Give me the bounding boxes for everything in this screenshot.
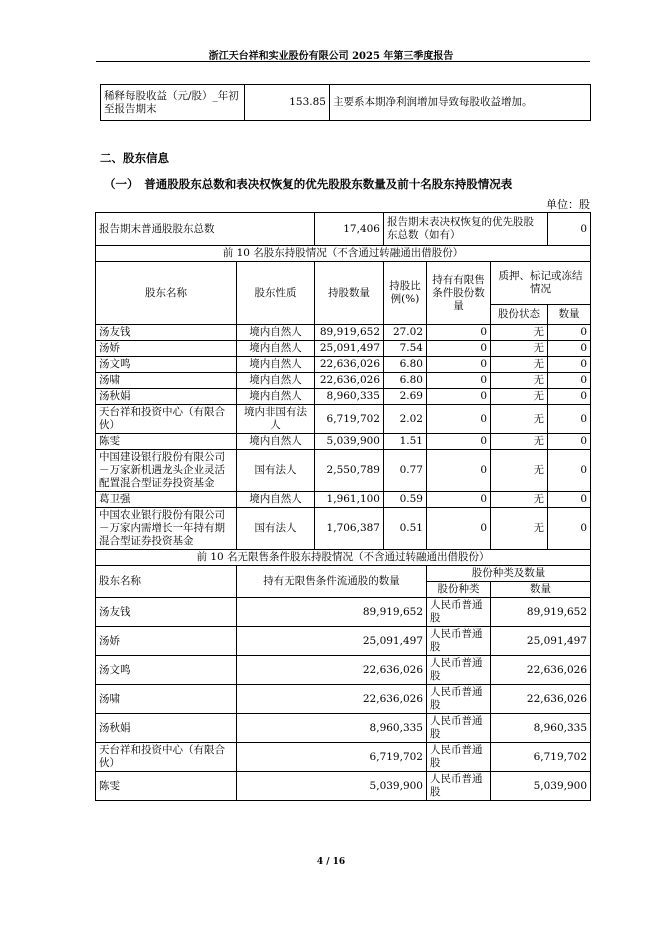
u-share-count: 8,960,335 — [491, 714, 591, 743]
col-restricted-header: 持有有限售条件股份数量 — [427, 262, 491, 325]
u-share-type: 人民币普通股 — [427, 743, 491, 772]
u-holder-shares: 5,039,900 — [237, 772, 427, 801]
top10-row — [96, 373, 591, 389]
top10-row — [96, 434, 591, 450]
u-holder-name: 汤娇 — [96, 627, 237, 656]
col-name-header: 股东名称 — [96, 262, 237, 325]
holder-restricted: 0 — [427, 325, 491, 341]
u-col-type-group-header: 股份种类及数量 — [427, 566, 591, 582]
shareholder-table — [95, 212, 591, 801]
holder-nature: 境内自然人 — [237, 434, 315, 450]
holder-restricted: 0 — [427, 373, 491, 389]
col-pledge-status-header: 股份状态 — [491, 305, 548, 325]
unrestricted-header-row-1 — [96, 566, 591, 582]
unit-label: 单位：股 — [546, 198, 590, 211]
total-holders-value: 17,406 — [315, 213, 384, 246]
holder-name: 中国建设银行股份有限公司－万家新机遇龙头企业灵活配置混合型证券投资基金 — [96, 450, 237, 492]
u-col-type-header: 股份种类 — [427, 582, 491, 598]
holder-nature: 国有法人 — [237, 450, 315, 492]
holder-shares: 8,960,335 — [315, 389, 384, 405]
col-pledge-header: 质押、标记或冻结情况 — [491, 262, 591, 305]
holder-shares: 6,719,702 — [315, 405, 384, 434]
u-holder-shares: 6,719,702 — [237, 743, 427, 772]
u-holder-name: 汤啸 — [96, 685, 237, 714]
holder-nature: 国有法人 — [237, 508, 315, 550]
holder-restricted: 0 — [427, 508, 491, 550]
holder-pledge-status: 无 — [491, 434, 548, 450]
u-share-type: 人民币普通股 — [427, 598, 491, 627]
holder-ratio: 0.51 — [384, 508, 427, 550]
u-holder-shares: 89,919,652 — [237, 598, 427, 627]
u-holder-shares: 22,636,026 — [237, 685, 427, 714]
total-holders-label: 报告期末普通股股东总数 — [96, 213, 315, 246]
holder-pledge-status: 无 — [491, 492, 548, 508]
u-share-type: 人民币普通股 — [427, 627, 491, 656]
holder-nature: 境内非国有法人 — [237, 405, 315, 434]
u-share-count: 6,719,702 — [491, 743, 591, 772]
u-holder-name: 陈雯 — [96, 772, 237, 801]
holder-restricted: 0 — [427, 341, 491, 357]
holder-shares: 5,039,900 — [315, 434, 384, 450]
holder-pledge-count: 0 — [548, 450, 591, 492]
u-share-count: 89,919,652 — [491, 598, 591, 627]
summary-row — [96, 213, 591, 246]
eps-table — [100, 84, 591, 121]
col-nature-header: 股东性质 — [237, 262, 315, 325]
col-shares-header: 持股数量 — [315, 262, 384, 325]
holder-restricted: 0 — [427, 450, 491, 492]
holder-shares: 1,706,387 — [315, 508, 384, 550]
pref-holders-label: 报告期末表决权恢复的优先股股东总数（如有） — [384, 213, 548, 246]
holder-pledge-count: 0 — [548, 389, 591, 405]
u-holder-name: 汤文鸣 — [96, 656, 237, 685]
unrestricted-caption-row — [96, 550, 591, 566]
col-ratio-header: 持股比例(%) — [384, 262, 427, 325]
col-pledge-count-header: 数量 — [548, 305, 591, 325]
u-share-count: 22,636,026 — [491, 685, 591, 714]
section-subtitle: （一） 普通股股东总数和表决权恢复的优先股股东数量及前十名股东持股情况表 — [104, 177, 513, 191]
holder-pledge-status: 无 — [491, 450, 548, 492]
holder-name: 汤秋娟 — [96, 389, 237, 405]
holder-pledge-status: 无 — [491, 357, 548, 373]
holder-name: 中国农业银行股份有限公司－万家内需增长一年持有期混合型证券投资基金 — [96, 508, 237, 550]
unrestricted-body — [96, 598, 591, 801]
holder-pledge-count: 0 — [548, 357, 591, 373]
u-holder-shares: 25,091,497 — [237, 627, 427, 656]
holder-nature: 境内自然人 — [237, 357, 315, 373]
holder-name: 葛卫强 — [96, 492, 237, 508]
holder-nature: 境内自然人 — [237, 325, 315, 341]
top10-row — [96, 492, 591, 508]
section-title: 二、股东信息 — [100, 151, 169, 165]
holder-pledge-status: 无 — [491, 373, 548, 389]
holder-ratio: 0.59 — [384, 492, 427, 508]
holder-ratio: 6.80 — [384, 373, 427, 389]
unrestricted-row — [96, 598, 591, 627]
top10-row — [96, 389, 591, 405]
holder-name: 汤啸 — [96, 373, 237, 389]
holder-shares: 1,961,100 — [315, 492, 384, 508]
u-holder-name: 天台祥和投资中心（有限合伙） — [96, 743, 237, 772]
holder-pledge-status: 无 — [491, 325, 548, 341]
page-number: 4 / 16 — [316, 857, 346, 867]
top10-row — [96, 325, 591, 341]
holder-pledge-count: 0 — [548, 492, 591, 508]
top10-row — [96, 450, 591, 492]
top10-row — [96, 341, 591, 357]
u-share-count: 5,039,900 — [491, 772, 591, 801]
holder-name: 汤娇 — [96, 341, 237, 357]
holder-name: 陈雯 — [96, 434, 237, 450]
unrestricted-row — [96, 685, 591, 714]
u-col-count-header: 数量 — [491, 582, 591, 598]
report-header: 浙江天台祥和实业股份有限公司 2025 年第三季度报告 — [208, 51, 454, 62]
holder-ratio: 2.02 — [384, 405, 427, 434]
holder-nature: 境内自然人 — [237, 492, 315, 508]
holder-pledge-status: 无 — [491, 389, 548, 405]
unrestricted-row — [96, 656, 591, 685]
holder-nature: 境内自然人 — [237, 389, 315, 405]
holder-name: 汤友钱 — [96, 325, 237, 341]
holder-pledge-count: 0 — [548, 405, 591, 434]
holder-shares: 89,919,652 — [315, 325, 384, 341]
u-share-type: 人民币普通股 — [427, 656, 491, 685]
u-share-count: 22,636,026 — [491, 656, 591, 685]
u-holder-name: 汤秋娟 — [96, 714, 237, 743]
holder-pledge-status: 无 — [491, 341, 548, 357]
eps-row — [101, 85, 591, 121]
holder-restricted: 0 — [427, 357, 491, 373]
u-holder-shares: 22,636,026 — [237, 656, 427, 685]
holder-pledge-count: 0 — [548, 373, 591, 389]
holder-ratio: 1.51 — [384, 434, 427, 450]
eps-value: 153.85 — [245, 85, 330, 121]
header-divider — [96, 61, 590, 62]
holder-shares: 22,636,026 — [315, 373, 384, 389]
top10-row — [96, 508, 591, 550]
u-share-type: 人民币普通股 — [427, 714, 491, 743]
top10-row — [96, 357, 591, 373]
holder-restricted: 0 — [427, 492, 491, 508]
holder-ratio: 0.77 — [384, 450, 427, 492]
holder-ratio: 6.80 — [384, 357, 427, 373]
holder-ratio: 2.69 — [384, 389, 427, 405]
holder-shares: 22,636,026 — [315, 357, 384, 373]
holder-restricted: 0 — [427, 405, 491, 434]
u-share-type: 人民币普通股 — [427, 772, 491, 801]
holder-pledge-count: 0 — [548, 508, 591, 550]
holder-pledge-count: 0 — [548, 325, 591, 341]
holder-nature: 境内自然人 — [237, 373, 315, 389]
unrestricted-row — [96, 714, 591, 743]
holder-shares: 2,550,789 — [315, 450, 384, 492]
top10-header-row-1 — [96, 262, 591, 305]
holder-pledge-count: 0 — [548, 434, 591, 450]
holder-shares: 25,091,497 — [315, 341, 384, 357]
u-share-type: 人民币普通股 — [427, 685, 491, 714]
unrestricted-caption: 前 10 名无限售条件股东持股情况（不含通过转融通出借股份） — [96, 550, 591, 566]
eps-note: 主要系本期净利润增加导致每股收益增加。 — [330, 85, 591, 121]
unrestricted-row — [96, 743, 591, 772]
u-col-name-header: 股东名称 — [96, 566, 237, 598]
eps-label: 稀释每股收益（元/股）_年初至报告期末 — [101, 85, 245, 121]
pref-holders-value: 0 — [548, 213, 591, 246]
top10-caption: 前 10 名股东持股情况（不含通过转融通出借股份） — [96, 246, 591, 262]
top10-row — [96, 405, 591, 434]
holder-pledge-status: 无 — [491, 508, 548, 550]
top10-caption-row — [96, 246, 591, 262]
holder-pledge-status: 无 — [491, 405, 548, 434]
holder-ratio: 7.54 — [384, 341, 427, 357]
u-col-shares-header: 持有无限售条件流通股的数量 — [237, 566, 427, 598]
holder-pledge-count: 0 — [548, 341, 591, 357]
holder-nature: 境内自然人 — [237, 341, 315, 357]
holder-restricted: 0 — [427, 434, 491, 450]
holder-ratio: 27.02 — [384, 325, 427, 341]
unrestricted-row — [96, 627, 591, 656]
u-holder-shares: 8,960,335 — [237, 714, 427, 743]
top10-body — [96, 325, 591, 550]
u-holder-name: 汤友钱 — [96, 598, 237, 627]
unrestricted-row — [96, 772, 591, 801]
holder-restricted: 0 — [427, 389, 491, 405]
holder-name: 天台祥和投资中心（有限合伙） — [96, 405, 237, 434]
holder-name: 汤文鸣 — [96, 357, 237, 373]
u-share-count: 25,091,497 — [491, 627, 591, 656]
